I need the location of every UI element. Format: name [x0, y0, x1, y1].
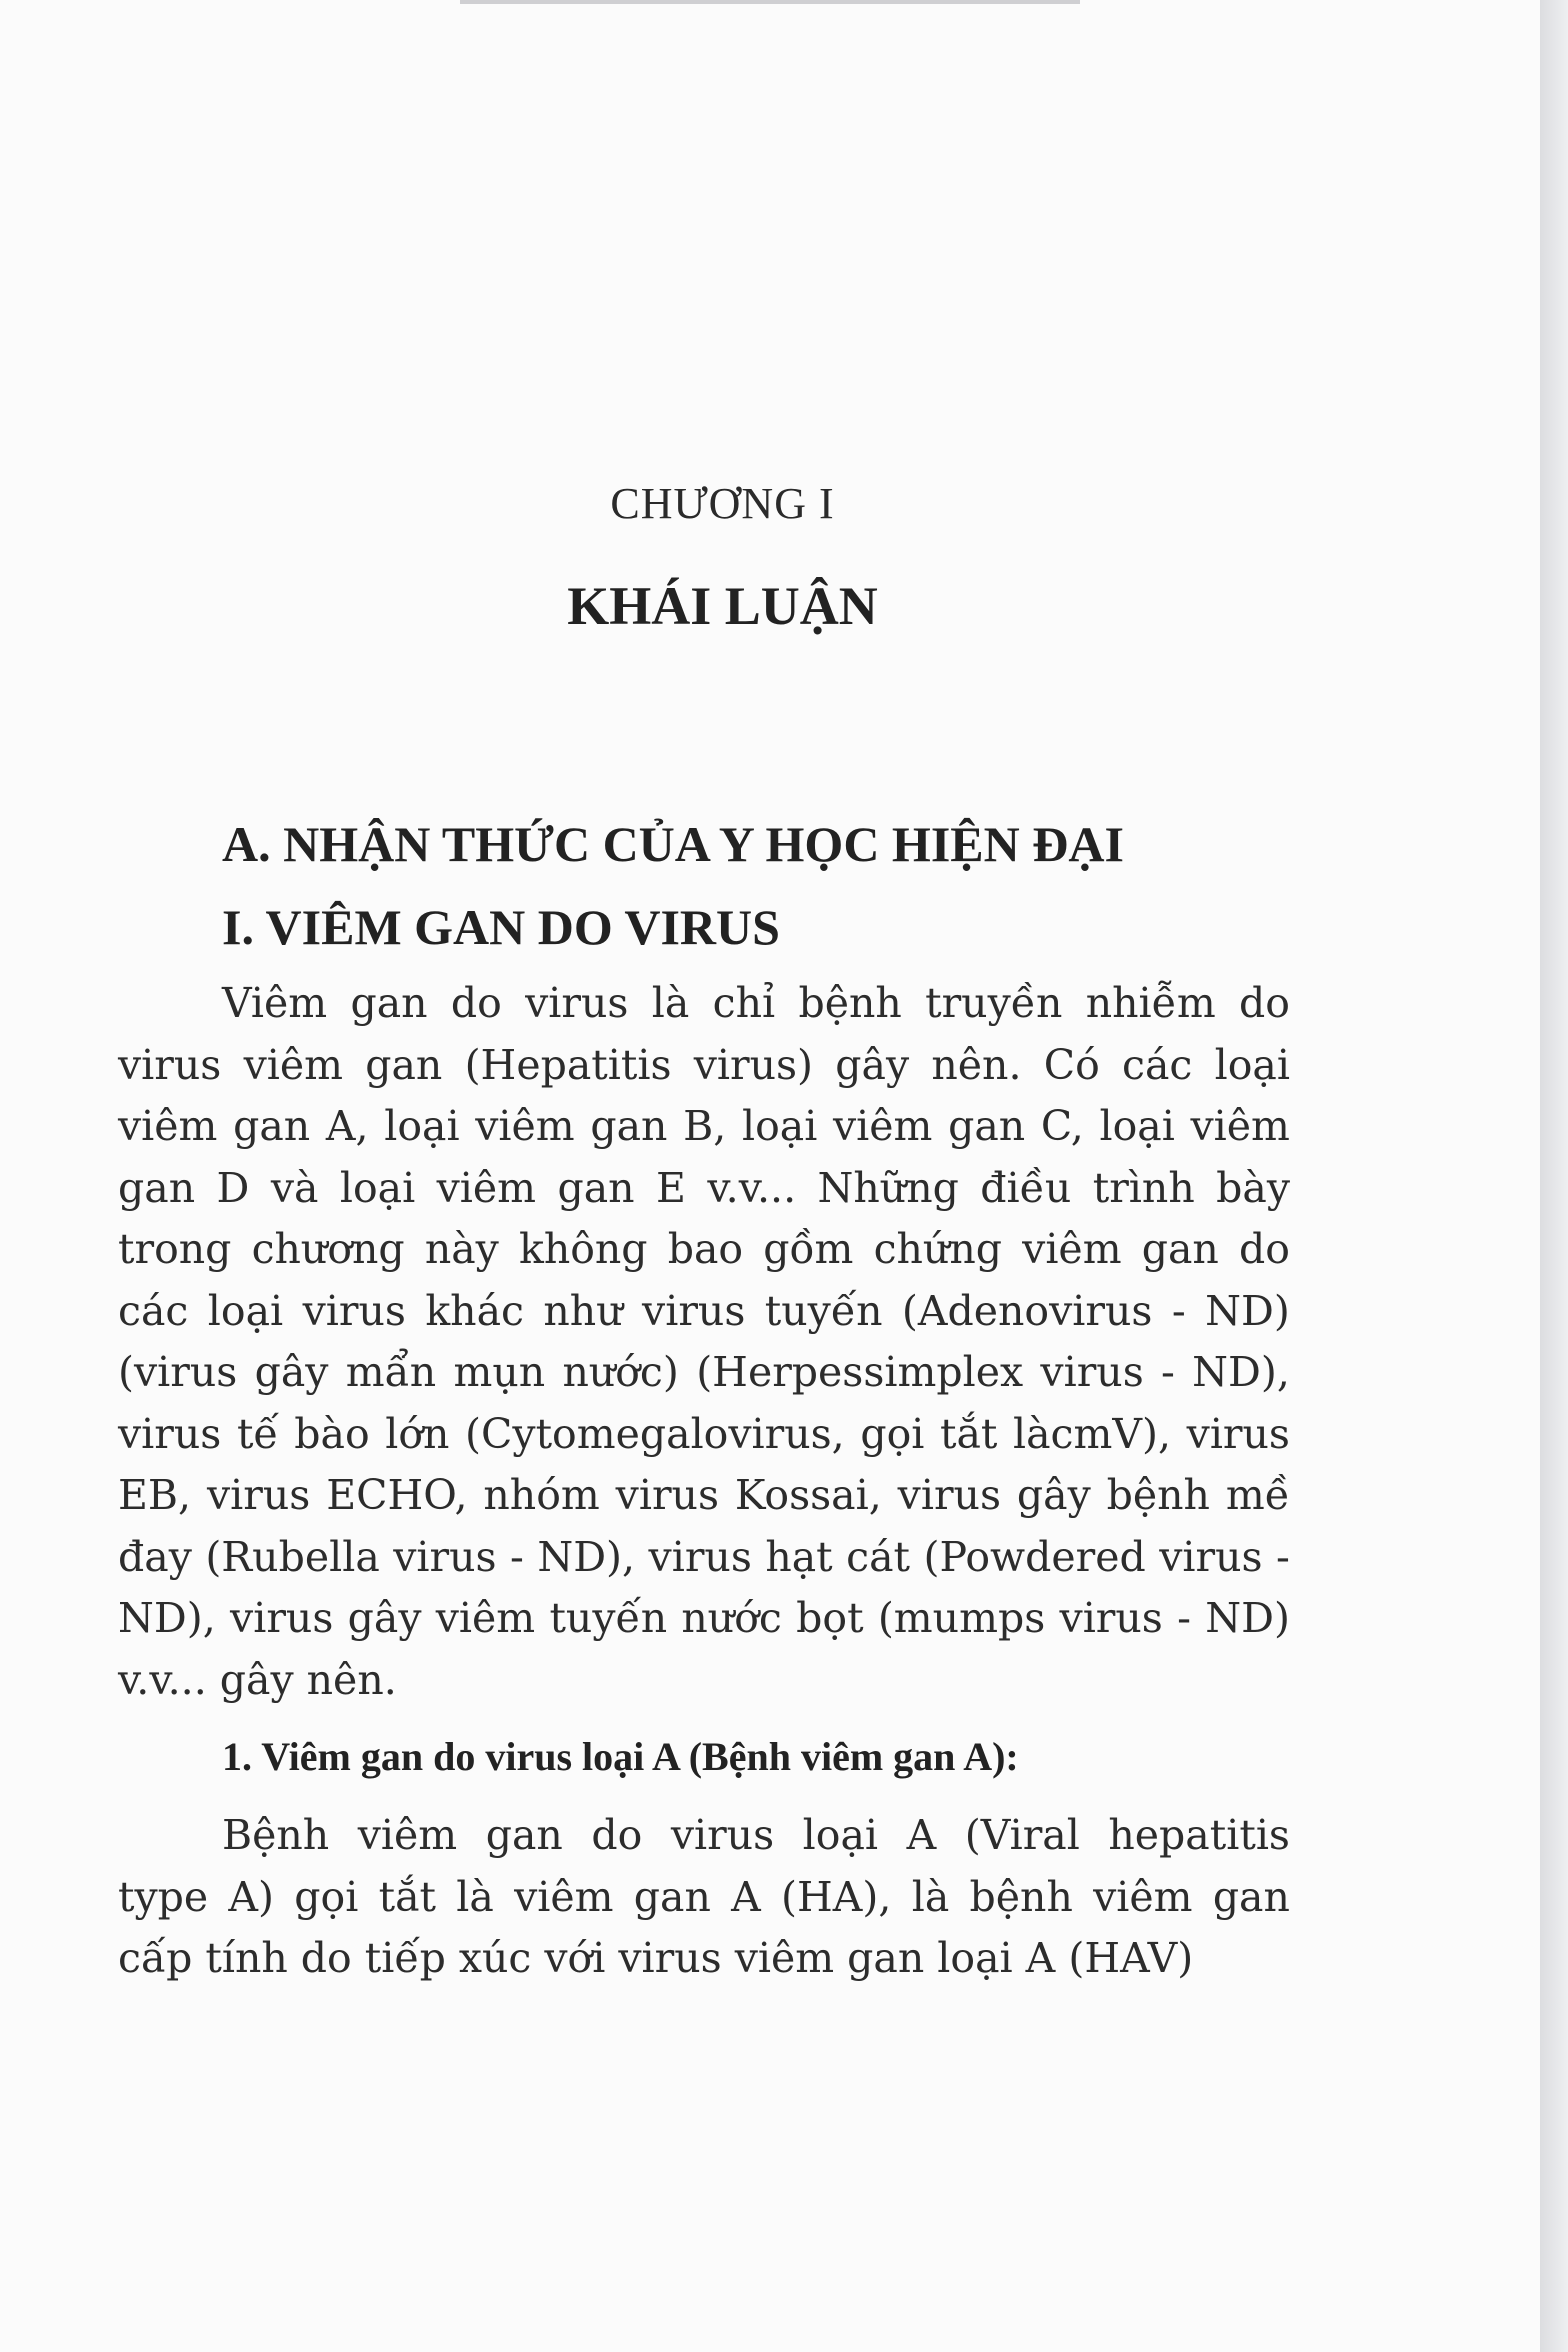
word: khác: [425, 1286, 524, 1335]
line-text: cấp tính do tiếp xúc với virus viêm gan loại A (HAV): [118, 1934, 1194, 1982]
word: ECHO,: [326, 1471, 468, 1519]
word: (Cytomegalovirus,: [465, 1409, 845, 1458]
word: virus: [118, 1409, 222, 1458]
word: làcmV),: [1013, 1409, 1172, 1458]
word: tuyến: [764, 1286, 883, 1335]
word: tắt: [378, 1872, 437, 1921]
word: Những: [817, 1163, 959, 1212]
word: (Hepatitis: [464, 1040, 672, 1089]
word: tắt: [939, 1409, 998, 1458]
word: gây: [835, 1040, 910, 1089]
word: (mumps: [877, 1594, 1046, 1642]
word: truyền: [925, 979, 1063, 1027]
word: B,: [683, 1102, 727, 1150]
line-text: [222, 973, 1290, 1035]
word: A): [228, 1872, 275, 1921]
word: virus: [615, 1471, 719, 1519]
word: gây: [1016, 1471, 1091, 1519]
word: virus: [897, 1471, 1001, 1519]
word: -: [1177, 1594, 1191, 1642]
word: gan: [233, 1102, 311, 1150]
word: cát: [846, 1532, 910, 1581]
word: các: [118, 1286, 189, 1335]
word: virus: [642, 1286, 746, 1335]
word: ND),: [1192, 1348, 1290, 1396]
word: tuyến: [549, 1594, 668, 1642]
word: nên.: [931, 1040, 1022, 1089]
word: hạt: [765, 1532, 833, 1581]
word: là: [456, 1872, 494, 1921]
word: là: [911, 1872, 950, 1921]
word: do: [1238, 1225, 1290, 1273]
word: virus: [230, 1594, 334, 1642]
line-text: [118, 1096, 1290, 1158]
word: (Rubella: [205, 1532, 380, 1581]
word: viêm: [832, 1102, 933, 1150]
word: do: [450, 979, 502, 1027]
word: -: [510, 1532, 524, 1581]
word: virus: [393, 1532, 497, 1581]
word: gồm: [763, 1225, 854, 1273]
line-text: [118, 1219, 1290, 1281]
word: trong: [118, 1225, 232, 1273]
word: do: [1239, 979, 1290, 1027]
word: virus: [1186, 1409, 1290, 1458]
word: gọi: [294, 1872, 359, 1921]
word: tế: [236, 1409, 279, 1458]
paragraph-line: [118, 1588, 1290, 1650]
word: viêm: [118, 1102, 218, 1150]
word: chỉ: [712, 979, 776, 1027]
word: (virus: [118, 1348, 238, 1396]
line-text: [118, 1867, 1290, 1929]
word: gan: [1212, 1872, 1290, 1921]
paragraph-line: [118, 1650, 1290, 1712]
word: gan: [350, 979, 428, 1027]
page-edge: [1540, 0, 1568, 2352]
word: là: [651, 979, 690, 1027]
paragraph-line: [118, 1096, 1290, 1158]
word: viêm: [243, 1040, 343, 1089]
word: các: [1122, 1040, 1193, 1089]
word: C,: [1040, 1102, 1084, 1150]
word: loại: [384, 1102, 460, 1150]
section-heading: I. VIÊM GAN DO VIRUS: [222, 899, 780, 955]
word: chứng: [873, 1225, 1003, 1273]
word: nước): [562, 1348, 679, 1396]
word: gan: [557, 1163, 635, 1212]
line-text: [118, 1404, 1290, 1466]
word: trình: [1092, 1163, 1195, 1212]
word: ND): [1205, 1594, 1290, 1642]
word: bọt: [796, 1594, 864, 1642]
paragraph-line: [118, 1527, 1290, 1589]
word: nước: [681, 1594, 782, 1642]
word: (Viral: [964, 1811, 1080, 1859]
chapter-title: KHÁI LUẬN: [567, 576, 878, 636]
paragraph-line: [118, 1928, 1290, 1990]
line-text: [222, 1805, 1290, 1867]
word: chương: [251, 1225, 405, 1273]
line-text: [118, 1035, 1290, 1097]
word: viêm: [475, 1102, 575, 1150]
word: virus: [670, 1811, 775, 1859]
word: loại: [207, 1286, 284, 1335]
word: EB,: [118, 1471, 192, 1519]
line-text: [118, 1342, 1290, 1404]
word: không: [518, 1225, 648, 1273]
word: viêm: [1093, 1872, 1193, 1921]
scan-edge-mark: [460, 0, 1080, 4]
word: gan: [485, 1811, 563, 1859]
word: virus): [693, 1040, 814, 1089]
word: -: [1276, 1532, 1290, 1581]
word: viêm: [1022, 1225, 1122, 1273]
part-heading: A. NHẬN THỨC CỦA Y HỌC HIỆN ĐẠI: [222, 816, 1124, 872]
word: A: [906, 1811, 937, 1859]
word: loại: [741, 1102, 818, 1150]
word: do: [591, 1811, 643, 1859]
word: viêm: [436, 1163, 537, 1212]
word: gan: [365, 1040, 443, 1089]
chapter-label: CHƯƠNG I: [610, 479, 835, 528]
word: nhóm: [483, 1471, 600, 1519]
word: Bệnh: [222, 1811, 330, 1859]
word: ND): [1205, 1286, 1290, 1335]
word: v.v...: [707, 1163, 797, 1212]
word: bào: [294, 1409, 370, 1458]
word: bày: [1216, 1163, 1290, 1212]
paragraph-line: [118, 1342, 1290, 1404]
sub-heading: 1. Viêm gan do virus loại A (Bệnh viêm gan A):: [222, 1734, 1019, 1779]
line-text: [118, 1527, 1290, 1589]
line-text: v.v... gây nên.: [118, 1655, 397, 1704]
word: (HA),: [781, 1872, 892, 1921]
word: bao: [667, 1225, 744, 1273]
paragraph-line: [118, 1219, 1290, 1281]
word: A,: [325, 1102, 369, 1150]
paragraph-line: [118, 1035, 1290, 1097]
word: type: [118, 1872, 209, 1921]
paragraph-line: [118, 1867, 1290, 1929]
word: điều: [980, 1163, 1072, 1212]
word: hepatitis: [1108, 1811, 1290, 1859]
word: gan: [948, 1102, 1026, 1150]
line-text: [118, 1588, 1290, 1650]
paragraph-line: [118, 1404, 1290, 1466]
word: này: [424, 1225, 499, 1273]
word: viêm: [514, 1872, 614, 1921]
paragraph-line: [118, 973, 1290, 1035]
word: loại: [802, 1811, 879, 1859]
word: gan: [633, 1872, 711, 1921]
word: mề: [1225, 1471, 1290, 1519]
word: virus: [302, 1286, 406, 1335]
word: Viêm: [222, 979, 328, 1027]
word: lớn: [385, 1409, 450, 1458]
line-text: [118, 1281, 1290, 1343]
word: bệnh: [969, 1872, 1073, 1921]
word: (Herpessimplex: [696, 1348, 1024, 1396]
word: bệnh: [798, 979, 902, 1027]
word: gây: [347, 1594, 422, 1642]
word: gan: [590, 1102, 668, 1150]
word: E: [656, 1163, 686, 1212]
paragraph-1: [118, 973, 1290, 1711]
word: virus: [206, 1471, 311, 1519]
word: Có: [1043, 1040, 1100, 1089]
word: viêm: [1190, 1102, 1290, 1150]
word: viêm: [435, 1594, 536, 1642]
word: và: [270, 1163, 319, 1212]
paragraph-line: [118, 1805, 1290, 1867]
word: -: [1171, 1286, 1186, 1335]
word: D: [216, 1163, 250, 1212]
word: virus: [118, 1040, 222, 1089]
word: -: [1161, 1348, 1175, 1396]
word: virus: [525, 979, 629, 1027]
word: (Adenovirus: [901, 1286, 1153, 1335]
word: virus: [1040, 1348, 1144, 1396]
word: mụn: [453, 1348, 546, 1396]
paragraph-line: [118, 1158, 1290, 1220]
word: virus: [1059, 1594, 1163, 1642]
line-text: [118, 1465, 1290, 1527]
word: đay: [118, 1532, 192, 1581]
word: bệnh: [1106, 1471, 1210, 1519]
word: A: [731, 1872, 761, 1921]
word: như: [543, 1286, 623, 1335]
paragraph-2: [118, 1805, 1290, 1990]
word: gọi: [860, 1409, 925, 1458]
word: gây: [254, 1348, 329, 1396]
line-text: [118, 1158, 1290, 1220]
paragraph-line: [118, 1465, 1290, 1527]
word: viêm: [357, 1811, 458, 1859]
word: virus: [648, 1532, 752, 1581]
word: ND),: [118, 1594, 216, 1642]
word: gan: [118, 1163, 196, 1212]
word: gan: [1141, 1225, 1219, 1273]
word: loại: [1099, 1102, 1175, 1150]
paragraph-line: [118, 1281, 1290, 1343]
word: (Powdered: [923, 1532, 1146, 1581]
word: ND),: [537, 1532, 636, 1581]
word: nhiễm: [1085, 979, 1216, 1027]
word: mẩn: [345, 1348, 437, 1396]
word: virus: [1159, 1532, 1263, 1581]
word: loại: [1214, 1040, 1290, 1089]
word: Kossai,: [734, 1471, 882, 1519]
word: loại: [339, 1163, 416, 1212]
